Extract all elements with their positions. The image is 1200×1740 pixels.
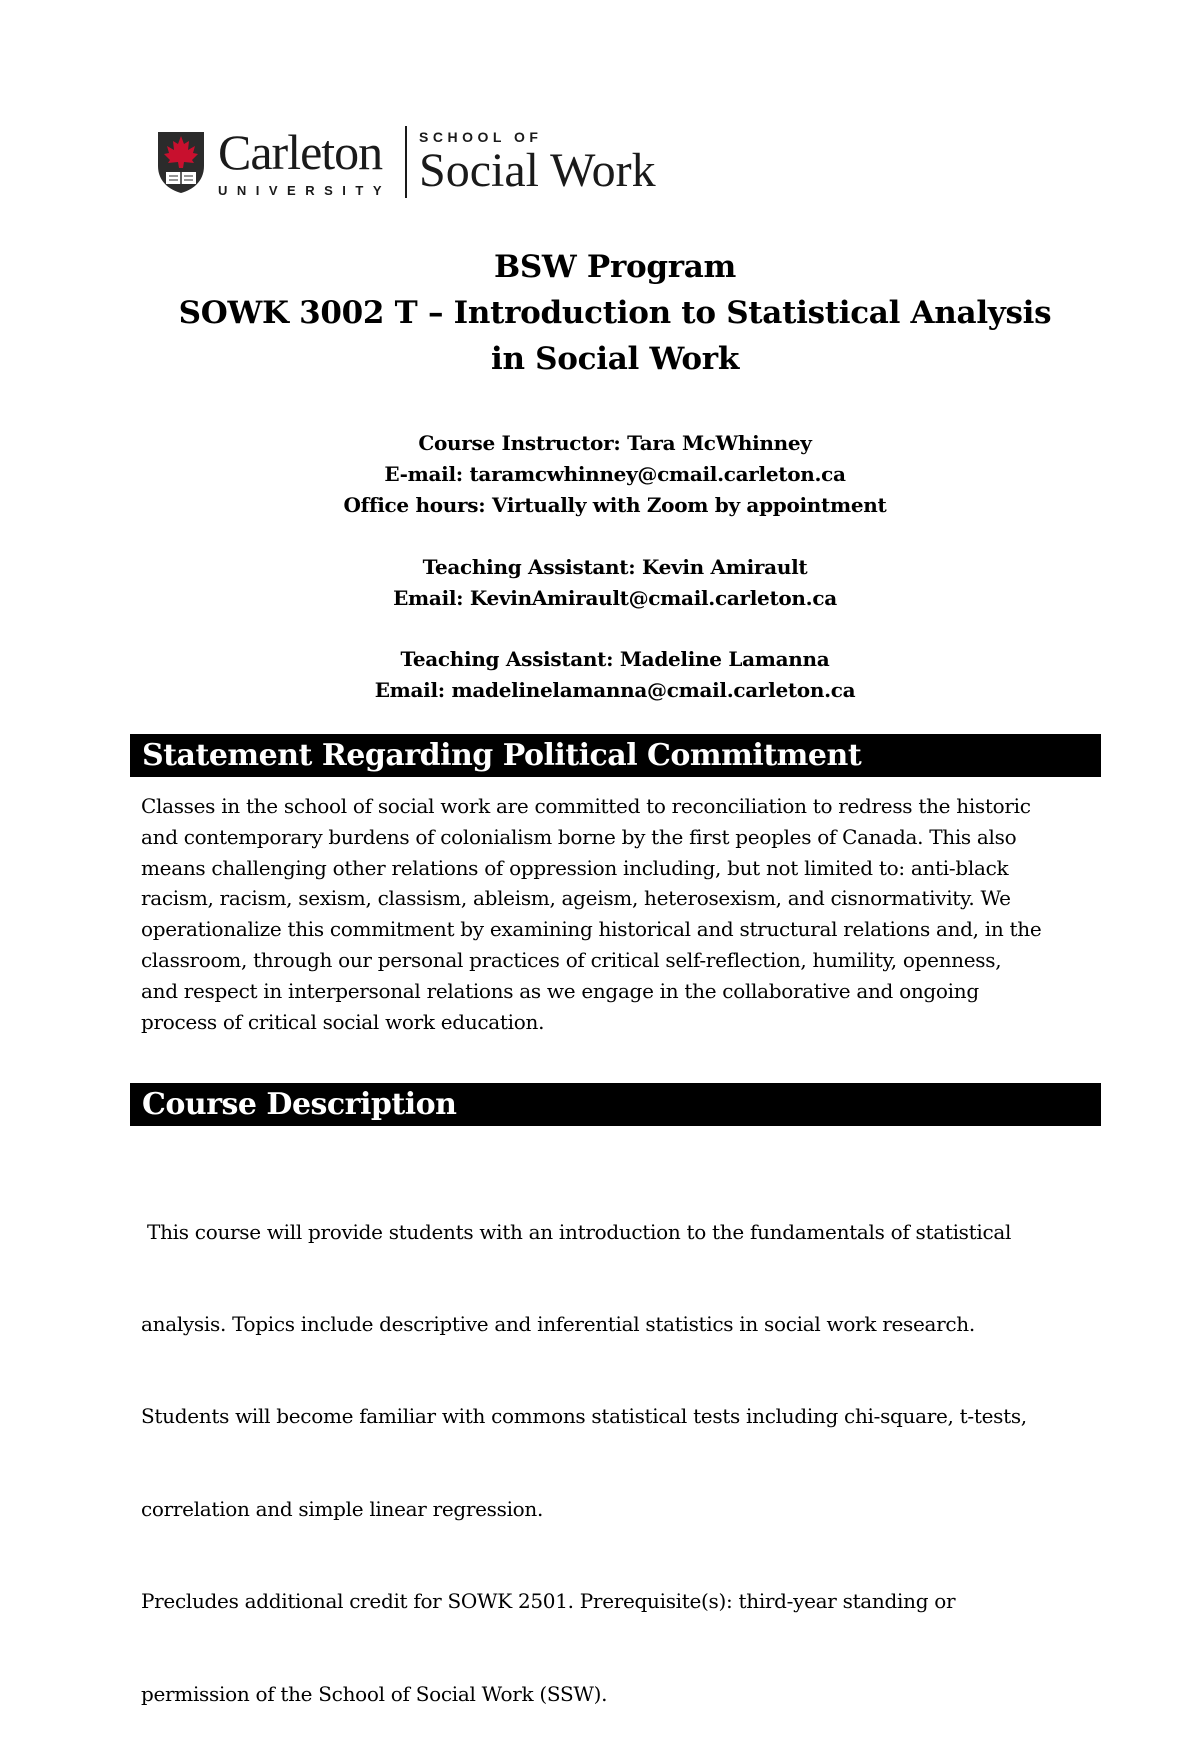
paragraph-line: racism, racism, sexism, classism, ableism, ageism, heterosexism, and cisnormativity. We [141, 886, 1011, 911]
paragraph-line: permission of the School of Social Work (SSW). [141, 1681, 608, 1706]
social-work-text: Social Work [419, 144, 656, 197]
paragraph-line: correlation and simple linear regression. [141, 1496, 544, 1521]
ta-info-2 [160, 644, 1070, 706]
course-title-line-1: SOWK 3002 T – Introduction to Statistical Analysis [178, 295, 1052, 331]
instructor-info [160, 428, 1070, 521]
ta2-email: Email: madelinelamanna@cmail.carleton.ca [374, 678, 856, 702]
political-commitment-paragraph [141, 791, 1101, 1037]
ta-info-1 [160, 552, 1070, 614]
course-title-line-2: in Social Work [490, 341, 740, 377]
school-of-text: SCHOOL OF [419, 129, 543, 145]
program-title: BSW Program [493, 249, 737, 285]
course-description-heading: Course Description [130, 1083, 1101, 1126]
paragraph-line: Classes in the school of social work are committed to reconciliation to redress the historic [141, 794, 1031, 818]
carleton-logo [156, 124, 656, 200]
ta1-email: Email: KevinAmirault@cmail.carleton.ca [393, 586, 837, 610]
maple-leaf-shield-icon [156, 130, 206, 194]
ta1-name: Teaching Assistant: Kevin Amirault [422, 555, 808, 579]
political-commitment-heading: Statement Regarding Political Commitment [130, 734, 1101, 777]
paragraph-line: and respect in interpersonal relations as we engage in the collaborative and ongoing [141, 978, 979, 1003]
course-description-paragraph [141, 1155, 1101, 1740]
paragraph-line: means challenging other relations of oppression including, but not limited to: anti-black [141, 855, 1009, 880]
paragraph-line: process of critical social work education. [141, 1009, 545, 1034]
carleton-wordmark [218, 123, 392, 198]
university-text: UNIVERSITY [218, 182, 392, 198]
paragraph-line: Precludes additional credit for SOWK 2501. Prerequisite(s): third-year standing or [141, 1589, 956, 1614]
instructor-name: Course Instructor: Tara McWhinney [418, 431, 812, 455]
paragraph-line: Students will become familiar with commons statistical tests including chi-square, t-tests, [141, 1404, 1027, 1429]
ta2-name: Teaching Assistant: Madeline Lamanna [400, 647, 830, 671]
instructor-email: E-mail: taramcwhinney@cmail.carleton.ca [384, 462, 846, 486]
paragraph-line: classroom, through our personal practices of critical self-reflection, humility, openness, [141, 947, 1002, 972]
logo-divider [405, 126, 407, 198]
paragraph-line: and contemporary burdens of colonialism borne by the first peoples of Canada. This also [141, 824, 1017, 849]
office-hours: Office hours: Virtually with Zoom by appointment [343, 493, 887, 517]
paragraph-line: analysis. Topics include descriptive and inferential statistics in social work research. [141, 1311, 975, 1336]
course-title [100, 244, 1130, 382]
carleton-text: Carleton [218, 123, 383, 180]
school-of-social-work-wordmark [419, 129, 656, 195]
paragraph-line: This course will provide students with an introduction to the fundamentals of statistical [141, 1219, 1012, 1244]
paragraph-line: operationalize this commitment by examining historical and structural relations and, in the [141, 917, 1042, 942]
